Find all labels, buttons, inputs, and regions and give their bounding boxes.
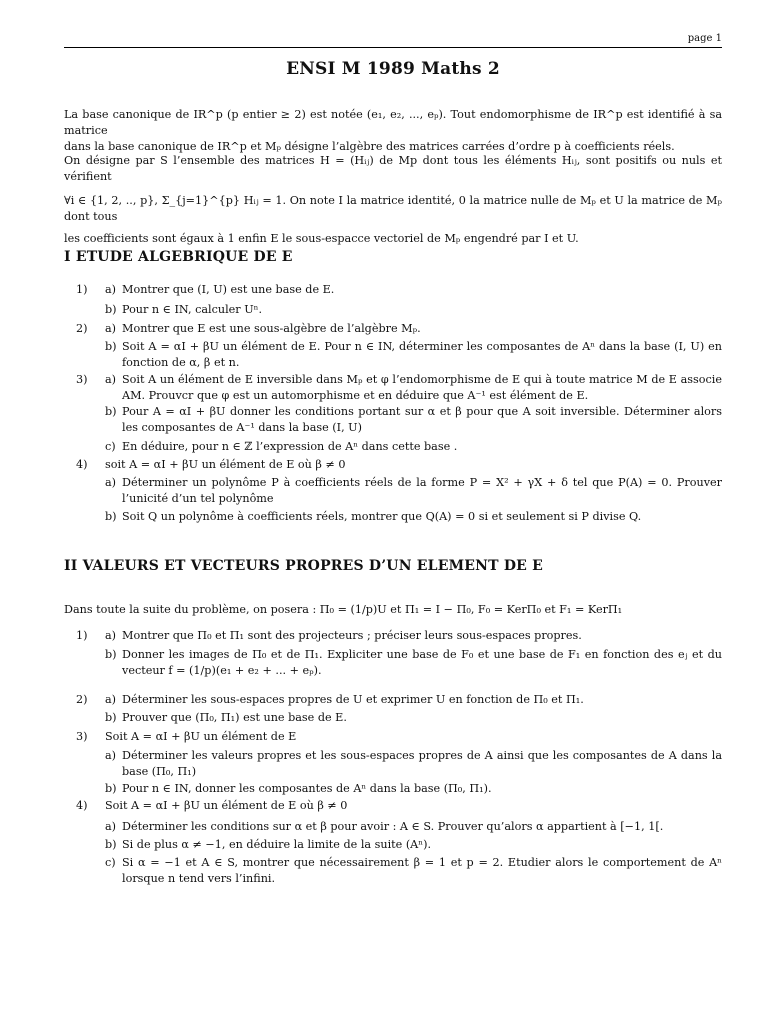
question-label: b) bbox=[105, 711, 117, 724]
question-text: Soit Q un polynôme à coefficients réels, montrer que Q(A) = 0 si et seulement si P divise Q. bbox=[122, 510, 642, 523]
intro-line: La base canonique de IR^p (p entier ≥ 2) est notée (e₁, e₂, ..., eₚ). Tout endomorphisme de IR^p est identifié à sa matrice bbox=[64, 108, 722, 137]
question-number: 2) bbox=[76, 693, 88, 706]
page-number: page 1 bbox=[687, 33, 722, 44]
question-text: Soit A = αI + βU un élément de E. Pour n ∈ IN, déterminer les composantes de Aⁿ dans la base (I, U) en fonction de α, β et n. bbox=[122, 340, 722, 369]
intro-line: ∀i ∈ {1, 2, .., p}, Σ_{j=1}^{p} Hᵢⱼ = 1. On note I la matrice identité, 0 la matrice nulle de Mₚ et U la matrice de Mₚ dont tous bbox=[64, 194, 722, 223]
question-label: c) bbox=[105, 856, 116, 869]
question-label: b) bbox=[105, 510, 117, 523]
question-text: Soit A = αI + βU un élément de E où β ≠ 0 bbox=[105, 799, 348, 812]
question-label: a) bbox=[105, 322, 117, 335]
document-title: ENSI M 1989 Maths 2 bbox=[286, 59, 500, 79]
question-text: Donner les images de Π₀ et de Π₁. Expliciter une base de F₀ et une base de F₁ en fonction des eⱼ et du vecteur f = (1/p)(e₁ + e₂ + ... + eₚ). bbox=[122, 648, 722, 677]
question-text: Déterminer les valeurs propres et les sous-espaces propres de A ainsi que les composantes de A dans la base (Π₀, Π₁) bbox=[122, 749, 722, 778]
question-number: 3) bbox=[76, 373, 88, 386]
question-label: c) bbox=[105, 440, 116, 453]
question-text: Montrer que (I, U) est une base de E. bbox=[122, 283, 335, 296]
section-heading: II VALEURS ET VECTEURS PROPRES D’UN ELEMENT DE E bbox=[64, 558, 543, 574]
question-label: b) bbox=[105, 838, 117, 851]
intro-line: On désigne par S l’ensemble des matrices H = (Hᵢⱼ) de Mp dont tous les éléments Hᵢⱼ, sont positifs ou nuls et vérifient bbox=[64, 154, 722, 183]
question-label: b) bbox=[105, 782, 117, 795]
question-text: Pour n ∈ IN, donner les composantes de Aⁿ dans la base (Π₀, Π₁). bbox=[122, 782, 492, 795]
section2-intro: Dans toute la suite du problème, on posera : Π₀ = (1/p)U et Π₁ = I − Π₀, F₀ = KerΠ₀ et F₁ = KerΠ₁ bbox=[64, 603, 623, 616]
question-text: Déterminer un polynôme P à coefficients réels de la forme P = X² + γX + δ tel que P(A) = 0. Prouver l’unicité d’un tel polynôme bbox=[122, 476, 722, 505]
question-text: Soit A = αI + βU un élément de E bbox=[105, 730, 297, 743]
question-label: a) bbox=[105, 749, 117, 762]
question-label: b) bbox=[105, 648, 117, 661]
question-label: a) bbox=[105, 629, 117, 642]
question-text: Si de plus α ≠ −1, en déduire la limite de la suite (Aⁿ). bbox=[122, 838, 432, 851]
question-text: Montrer que E est une sous-algèbre de l’algèbre Mₚ. bbox=[122, 322, 421, 335]
question-label: a) bbox=[105, 373, 117, 386]
intro-paragraph-1 bbox=[64, 107, 722, 155]
question-number: 1) bbox=[76, 283, 88, 296]
question-text: Prouver que (Π₀, Π₁) est une base de E. bbox=[122, 711, 347, 724]
section-heading: I ETUDE ALGEBRIQUE DE E bbox=[64, 249, 293, 265]
question-text: Pour n ∈ IN, calculer Uⁿ. bbox=[122, 303, 263, 316]
question-number: 1) bbox=[76, 629, 88, 642]
question-text: Déterminer les conditions sur α et β pour avoir : A ∈ S. Prouver qu’alors α appartient à [−1, 1[. bbox=[122, 820, 664, 833]
question-label: b) bbox=[105, 340, 117, 353]
question-label: b) bbox=[105, 405, 117, 418]
question-number: 3) bbox=[76, 730, 88, 743]
question-label: a) bbox=[105, 693, 117, 706]
question-number: 4) bbox=[76, 799, 88, 812]
question-text: Déterminer les sous-espaces propres de U et exprimer U en fonction de Π₀ et Π₁. bbox=[122, 693, 584, 706]
question-text: Si α = −1 et A ∈ S, montrer que nécessairement β = 1 et p = 2. Etudier alors le comportement de Aⁿ lorsque n tend vers l’infini. bbox=[122, 856, 722, 885]
intro-line: les coefficients sont égaux à 1 enfin E le sous-espacce vectoriel de Mₚ engendré par I et U. bbox=[64, 232, 579, 245]
question-number: 4) bbox=[76, 458, 88, 471]
intro-line: dans la base canonique de IR^p et Mₚ désigne l’algèbre des matrices carrées d’ordre p à coefficients réels. bbox=[64, 140, 675, 153]
intro-paragraph-2 bbox=[64, 153, 722, 247]
header-rule bbox=[64, 47, 722, 48]
question-label: b) bbox=[105, 303, 117, 316]
question-label: a) bbox=[105, 283, 117, 296]
question-text: Soit A un élément de E inversible dans Mₚ et φ l’endomorphisme de E qui à toute matrice M de E associe AM. Prouvcr que φ est un automorphisme et en déduire que A⁻¹ est élément de E. bbox=[122, 373, 722, 402]
question-text: En déduire, pour n ∈ ℤ l’expression de Aⁿ dans cette base . bbox=[122, 440, 458, 453]
question-number: 2) bbox=[76, 322, 88, 335]
question-text: Pour A = αI + βU donner les conditions portant sur α et β pour que A soit inversible. Déterminer alors les composantes de A⁻¹ dans la base (I, U) bbox=[122, 405, 722, 434]
question-text: Montrer que Π₀ et Π₁ sont des projecteurs ; préciser leurs sous-espaces propres. bbox=[122, 629, 582, 642]
question-label: a) bbox=[105, 820, 117, 833]
question-label: a) bbox=[105, 476, 117, 489]
question-text: soit A = αI + βU un élément de E où β ≠ 0 bbox=[105, 458, 346, 471]
